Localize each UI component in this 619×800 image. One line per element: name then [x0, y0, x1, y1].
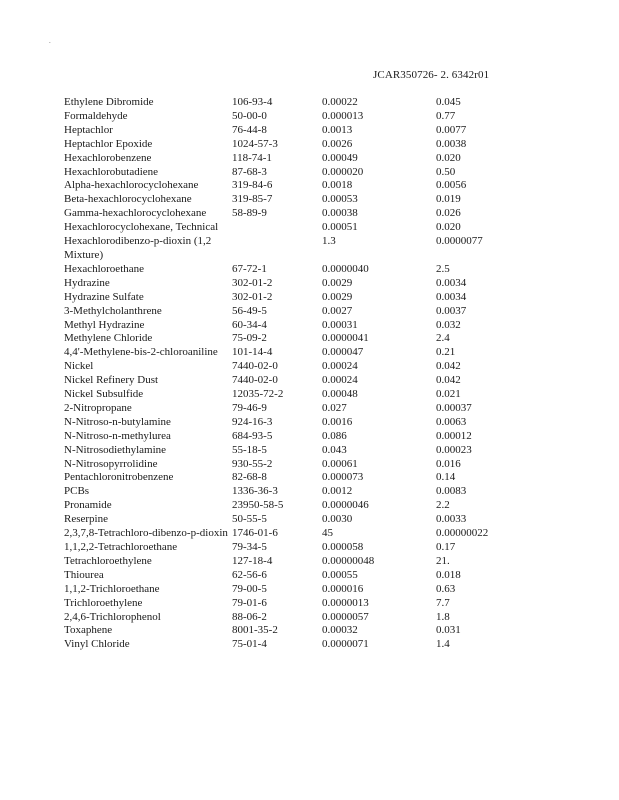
chemical-name-cell: Pronamide — [64, 499, 112, 512]
value2-cell: 0.0033 — [436, 513, 467, 526]
chemical-name-cell: Reserpine — [64, 513, 108, 526]
value2-cell: 0.020 — [436, 151, 461, 164]
value1-cell: 0.0029 — [322, 276, 353, 289]
value1-cell: 0.000013 — [322, 109, 364, 122]
value1-cell: 0.0030 — [322, 513, 353, 526]
table-row — [64, 638, 584, 652]
chemical-name-cell: 2-Nitropropane — [64, 401, 132, 414]
cas-number-cell: 88-06-2 — [232, 610, 267, 623]
chemical-name-cell: Pentachloronitrobenzene — [64, 471, 174, 484]
chemical-name-cell: Heptachlor — [64, 123, 113, 136]
chemical-name-cell: Trichloroethylene — [64, 596, 143, 609]
table-row — [64, 583, 584, 597]
table-row — [64, 207, 584, 221]
cas-number-cell: 79-46-9 — [232, 401, 267, 414]
chemical-name-cell: N-Nitroso-n-methylurea — [64, 429, 171, 442]
cas-number-cell: 7440-02-0 — [232, 360, 278, 373]
value1-cell: 0.00000048 — [322, 554, 375, 567]
chemical-name-cell: Hydrazine — [64, 276, 110, 289]
value2-cell: 0.042 — [436, 360, 461, 373]
cas-number-cell: 924-16-3 — [232, 415, 273, 428]
chemical-name-cell: Thiourea — [64, 568, 104, 581]
cas-number-cell: 50-55-5 — [232, 513, 267, 526]
value2-cell: 0.0063 — [436, 415, 467, 428]
value2-cell: 0.016 — [436, 457, 461, 470]
value1-cell: 0.0000040 — [322, 262, 369, 275]
table-row — [64, 513, 584, 527]
value1-cell: 0.0018 — [322, 179, 353, 192]
table-row — [64, 555, 584, 569]
chemical-name-cell: N-Nitrosopyrrolidine — [64, 457, 158, 470]
value1-cell: 0.0000041 — [322, 332, 369, 345]
table-row — [64, 402, 584, 416]
value1-cell: 45 — [322, 527, 333, 540]
value1-cell: 0.086 — [322, 429, 347, 442]
value2-cell: 0.026 — [436, 207, 461, 220]
value1-cell: 0.00032 — [322, 624, 358, 637]
value2-cell: 0.045 — [436, 96, 461, 108]
chemical-name-cell: Beta-hexachlorocyclohexane — [64, 193, 192, 206]
value2-cell: 2.2 — [436, 499, 450, 512]
value2-cell: 0.14 — [436, 471, 456, 484]
cas-number-cell: 67-72-1 — [232, 262, 267, 275]
cas-number-cell: 8001-35-2 — [232, 624, 278, 637]
chemical-name-cell: Formaldehyde — [64, 109, 128, 122]
chemical-name-cell: Hexachlorobenzene — [64, 151, 152, 164]
cas-number-cell: 75-09-2 — [232, 332, 267, 345]
cas-number-cell: 60-34-4 — [232, 318, 267, 331]
table-row — [64, 611, 584, 625]
value1-cell: 0.027 — [322, 401, 347, 414]
cas-number-cell: 302-01-2 — [232, 290, 273, 303]
table-row — [64, 152, 584, 166]
value2-cell: 1.4 — [436, 638, 450, 651]
cas-number-cell: 55-18-5 — [232, 443, 267, 456]
chemical-name-cell: Nickel Refinery Dust — [64, 374, 159, 387]
value1-cell: 0.00051 — [322, 221, 358, 234]
table-row — [64, 444, 584, 458]
value2-cell: 0.0037 — [436, 304, 467, 317]
value2-cell: 0.50 — [436, 165, 456, 178]
table-row — [64, 319, 584, 333]
value2-cell: 2.5 — [436, 262, 450, 275]
chemical-name-cell: Hexachlorobutadiene — [64, 165, 159, 178]
chemical-name-cell: 3-Methylcholanthrene — [64, 304, 162, 317]
cas-number-cell: 1746-01-6 — [232, 527, 278, 540]
value1-cell: 0.00061 — [322, 457, 358, 470]
value2-cell: 0.17 — [436, 541, 456, 553]
value1-cell: 0.00049 — [322, 151, 358, 164]
cas-number-cell: 75-01-4 — [232, 638, 267, 651]
value1-cell: 0.0000057 — [322, 610, 369, 623]
value1-cell: 0.00024 — [322, 360, 358, 373]
table-row — [64, 374, 584, 388]
cas-number-cell: 684-93-5 — [232, 429, 273, 442]
value2-cell: 0.77 — [436, 109, 456, 122]
cas-number-cell: 23950-58-5 — [232, 499, 284, 512]
value2-cell: 0.042 — [436, 374, 461, 387]
cas-number-cell: 319-84-6 — [232, 179, 273, 192]
table-row — [64, 166, 584, 180]
chemical-name-cell: 1,1,2,2-Tetrachloroethane — [64, 541, 178, 553]
value2-cell: 0.21 — [436, 346, 456, 359]
value1-cell: 0.0029 — [322, 290, 353, 303]
table-row — [64, 305, 584, 319]
table-row — [64, 430, 584, 444]
table-row — [64, 416, 584, 430]
chemical-table — [64, 96, 584, 652]
value2-cell: 0.00000022 — [436, 527, 489, 540]
chemical-name-cell: Hydrazine Sulfate — [64, 290, 144, 303]
value1-cell: 0.0000071 — [322, 638, 369, 651]
cas-number-cell: 101-14-4 — [232, 346, 273, 359]
cas-number-cell: 79-00-5 — [232, 582, 267, 595]
value2-cell: 0.0077 — [436, 123, 467, 136]
value2-cell: 0.63 — [436, 582, 456, 595]
table-row — [64, 346, 584, 360]
value2-cell: 0.032 — [436, 318, 461, 331]
value1-cell: 0.0000046 — [322, 499, 369, 512]
cas-number-cell: 1024-57-3 — [232, 137, 278, 150]
chemical-name-cell: 1,1,2-Trichloroethane — [64, 582, 160, 595]
value2-cell: 0.00023 — [436, 443, 472, 456]
table-row — [64, 179, 584, 193]
cas-number-cell: 930-55-2 — [232, 457, 273, 470]
chemical-name-cell: Hexachlorodibenzo-p-dioxin (1,2 Mixture) — [64, 235, 212, 261]
value1-cell: 0.000016 — [322, 582, 364, 595]
chemical-name-cell: Gamma-hexachlorocyclohexane — [64, 207, 207, 220]
cas-number-cell: 79-34-5 — [232, 541, 267, 553]
table-row — [64, 597, 584, 611]
value2-cell: 0.031 — [436, 624, 461, 637]
value1-cell: 0.00048 — [322, 388, 358, 401]
value2-cell: 0.020 — [436, 221, 461, 234]
value2-cell: 0.0083 — [436, 485, 467, 498]
value1-cell: 0.0013 — [322, 123, 353, 136]
value2-cell: 0.021 — [436, 388, 461, 401]
cas-number-cell: 79-01-6 — [232, 596, 267, 609]
value2-cell: 0.0038 — [436, 137, 467, 150]
value1-cell: 0.0000013 — [322, 596, 369, 609]
cas-number-cell: 76-44-8 — [232, 123, 267, 136]
value1-cell: 0.000073 — [322, 471, 364, 484]
table-row — [64, 110, 584, 124]
chemical-name-cell: Ethylene Dibromide — [64, 96, 154, 108]
cas-number-cell: 302-01-2 — [232, 276, 273, 289]
table-row — [64, 388, 584, 402]
chemical-name-cell: 2,3,7,8-Tetrachloro-dibenzo-p-dioxin — [64, 527, 228, 540]
chemical-name-cell: Heptachlor Epoxide — [64, 137, 153, 150]
table-row — [64, 499, 584, 513]
value2-cell: 0.019 — [436, 193, 461, 206]
table-row — [64, 471, 584, 485]
value2-cell: 0.00012 — [436, 429, 472, 442]
cas-number-cell: 58-89-9 — [232, 207, 267, 220]
cas-number-cell — [232, 221, 322, 235]
table-row — [64, 124, 584, 138]
table-row — [64, 235, 584, 263]
value2-cell: 0.0034 — [436, 276, 467, 289]
chemical-name-cell: Vinyl Chloride — [64, 638, 130, 651]
cas-number-cell: 50-00-0 — [232, 109, 267, 122]
chemical-name-cell: Toxaphene — [64, 624, 113, 637]
value1-cell: 0.00024 — [322, 374, 358, 387]
value2-cell: 7.7 — [436, 596, 450, 609]
value1-cell: 0.000047 — [322, 346, 364, 359]
chemical-name-cell: Hexachlorocyclohexane, Technical — [64, 221, 219, 234]
cas-number-cell: 127-18-4 — [232, 554, 273, 567]
chemical-name-cell: Methyl Hydrazine — [64, 318, 145, 331]
value1-cell: 0.00055 — [322, 568, 358, 581]
cas-number-cell: 12035-72-2 — [232, 388, 284, 401]
cas-number-cell: 106-93-4 — [232, 96, 273, 108]
chemical-name-cell: N-Nitrosodiethylamine — [64, 443, 167, 456]
value1-cell: 0.0026 — [322, 137, 353, 150]
table-row — [64, 263, 584, 277]
cas-number-cell: 62-56-6 — [232, 568, 267, 581]
chemical-name-cell: Nickel — [64, 360, 94, 373]
value2-cell: 0.0056 — [436, 179, 467, 192]
value2-cell: 0.0034 — [436, 290, 467, 303]
cas-number-cell: 87-68-3 — [232, 165, 267, 178]
cas-number-cell: 56-49-5 — [232, 304, 267, 317]
cas-number-cell: 118-74-1 — [232, 151, 272, 164]
chemical-name-cell: 4,4'-Methylene-bis-2-chloroaniline — [64, 346, 218, 359]
value2-cell: 2.4 — [436, 332, 450, 345]
table-row — [64, 527, 584, 541]
value1-cell: 0.00031 — [322, 318, 358, 331]
cas-number-cell: 1336-36-3 — [232, 485, 278, 498]
cas-number-cell: 319-85-7 — [232, 193, 273, 206]
chemical-name-cell: 2,4,6-Trichlorophenol — [64, 610, 161, 623]
chemical-name-cell: Tetrachloroethylene — [64, 554, 152, 567]
value1-cell: 0.0027 — [322, 304, 353, 317]
value1-cell: 0.00053 — [322, 193, 358, 206]
table-row — [64, 193, 584, 207]
table-row — [64, 360, 584, 374]
cas-number-cell: 82-68-8 — [232, 471, 267, 484]
value1-cell: 0.000020 — [322, 165, 364, 178]
value2-cell: 21. — [436, 554, 450, 567]
cas-number-cell — [232, 235, 322, 263]
cas-number-cell: 7440-02-0 — [232, 374, 278, 387]
chemical-name-cell: Alpha-hexachlorocyclohexane — [64, 179, 199, 192]
value2-cell: 0.018 — [436, 568, 461, 581]
chemical-name-cell: PCBs — [64, 485, 90, 498]
table-row — [64, 569, 584, 583]
value1-cell: 0.0012 — [322, 485, 353, 498]
value1-cell: 0.000058 — [322, 541, 364, 553]
table-row — [64, 221, 584, 235]
value1-cell: 1.3 — [322, 235, 336, 248]
value2-cell: 0.00037 — [436, 401, 472, 414]
chemical-name-cell: Methylene Chloride — [64, 332, 153, 345]
document-id-header: JCAR350726- 2. 6342r01 — [373, 69, 490, 81]
value1-cell: 0.00038 — [322, 207, 358, 220]
table-row — [64, 96, 584, 110]
value1-cell: 0.00022 — [322, 96, 358, 108]
table-row — [64, 138, 584, 152]
value1-cell: 0.0016 — [322, 415, 353, 428]
table-row — [64, 277, 584, 291]
table-row — [64, 291, 584, 305]
scan-speck: . — [49, 37, 51, 45]
table-row — [64, 458, 584, 472]
value2-cell: 1.8 — [436, 610, 450, 623]
chemical-name-cell: N-Nitroso-n-butylamine — [64, 415, 171, 428]
table-row — [64, 624, 584, 638]
table-row — [64, 485, 584, 499]
table-row — [64, 332, 584, 346]
chemical-name-cell: Hexachloroethane — [64, 262, 145, 275]
value1-cell: 0.043 — [322, 443, 347, 456]
chemical-name-cell: Nickel Subsulfide — [64, 388, 144, 401]
table-row — [64, 541, 584, 555]
value2-cell: 0.0000077 — [436, 235, 483, 248]
